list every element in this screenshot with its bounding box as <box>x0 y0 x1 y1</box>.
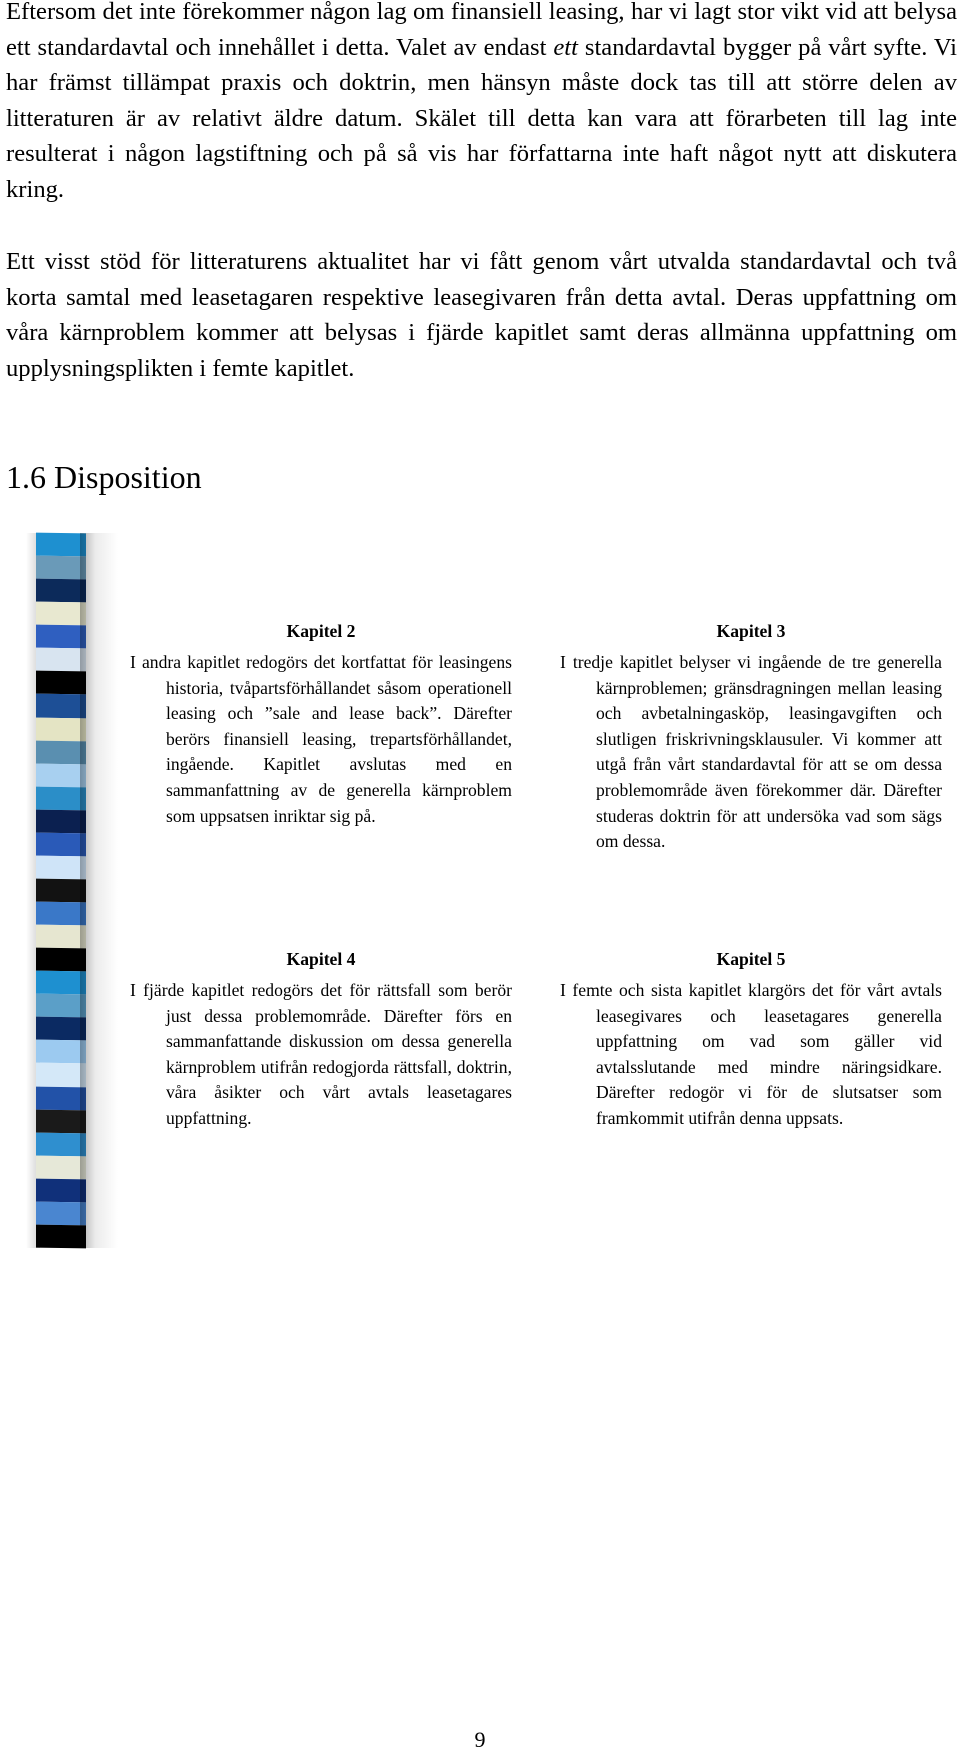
strip-segment <box>36 809 86 833</box>
strip-segment <box>36 1017 86 1041</box>
chapter-3-text: I tredje kapitlet belyser vi ingående de tre generella kärnproblemen; gränsdragningen mellan leasing och avbetalningasköp, leasingavgiften och slutligen friskrivningsklausuler. Vi kommer att utgå från vårt standardavtal för att se om dessa problemområde även förekommer där. Därefter studeras doktrin för att undersöka vad som sägs om dessa. <box>560 652 942 852</box>
strip-segment <box>36 694 86 718</box>
strip-segment <box>36 1063 86 1087</box>
strip-segment <box>36 925 86 949</box>
paragraph-1-text-b: standardavtal bygger på vårt syfte. Vi har främst tillämpat praxis och doktrin, men hänsyn måste dock tas till att större delen av litteraturen är av relativt äldre datum. Skälet till detta kan vara att förarbeten till lag inte resulterat i någon lagstiftning och på så vis har författarna inte haft något nytt att diskutera kring. <box>6 33 957 203</box>
strip-segment <box>36 533 86 557</box>
strip-segment <box>36 1109 86 1133</box>
strip-segment <box>36 602 86 626</box>
section-heading: 1.6 Disposition <box>6 459 202 495</box>
strip-segment <box>36 625 86 649</box>
strip-segment <box>36 1040 86 1064</box>
chapter-2-text: I andra kapitlet redogörs det kortfattat för leasingens historia, tvåpartsförhållandet såsom operationell leasing och ”sale and lease back”. Därefter berörs finansiell leasing, trepartsförhållandet, ingående. Kapitlet avslutas med en sammanfattning av de generella kärnproblem som uppsatsen inriktar sig på. <box>130 652 512 826</box>
chapter-block-2 <box>130 619 512 829</box>
strip-segment <box>36 763 86 787</box>
strip-segment <box>36 832 86 856</box>
chapter-3-title: Kapitel 3 <box>716 621 786 641</box>
strip-segment <box>36 994 86 1018</box>
strip-shadow <box>80 533 118 1248</box>
strip-segment <box>36 902 86 926</box>
chapter-5-title: Kapitel 5 <box>716 949 786 969</box>
strip-segment <box>36 1224 86 1248</box>
chapter-block-5 <box>560 947 942 1132</box>
page-number: 9 <box>474 1727 486 1752</box>
strip-segment <box>36 556 86 580</box>
strip-segment <box>36 717 86 741</box>
chapter-block-3 <box>560 619 942 855</box>
strip-segment <box>36 1201 86 1225</box>
chapter-4-text: I fjärde kapitlet redogörs det för rättsfall som berör just dessa problemområde. Därefter förs en sammanfattande diskussion om dessa generella kärnproblem utifrån redogjorda rättsfall, doktrin, våra åsikter och vårt avtals leasetagares uppfattning. <box>130 980 512 1128</box>
intro-paragraph-1 <box>6 0 957 208</box>
strip-segment <box>36 1155 86 1179</box>
strip-segment <box>36 948 86 972</box>
strip-segment <box>36 740 86 764</box>
chapter-2-title: Kapitel 2 <box>286 621 356 641</box>
strip-segment <box>36 579 86 603</box>
strip-segment <box>36 671 86 695</box>
paragraph-1-text-a: Eftersom det inte förekommer någon lag om finansiell leasing, har vi lagt stor vikt vid att belysa ett standardavtal och innehållet i detta. Valet av endast <box>6 0 957 61</box>
strip-segment <box>36 786 86 810</box>
chapter-4-title: Kapitel 4 <box>286 949 356 969</box>
chapter-5-text: I femte och sista kapitlet klargörs det för vårt avtals leasegivares och leasetagares generella uppfattning om vad som gäller vid avtalsslutande med mindre näringsidkare. Därefter redogör vi för de slutsatser som framkommit utifrån denna uppsats. <box>560 980 942 1128</box>
strip-segment <box>36 648 86 672</box>
strip-segment <box>36 1178 86 1202</box>
paragraph-1-italic-word: ett <box>553 33 578 61</box>
strip-segment <box>36 855 86 879</box>
decorative-color-strip <box>36 533 86 1249</box>
strip-segment <box>36 1132 86 1156</box>
intro-paragraph-2: Ett visst stöd för litteraturens aktualitet har vi fått genom vårt utvalda standardavtal och två korta samtal med leasetagaren respektive leasegivaren från detta avtal. Deras uppfattning om våra kärnproblem kommer att belysas i fjärde kapitlet samt deras allmänna uppfattning om upplysningsplikten i femte kapitlet. <box>6 248 957 382</box>
chapter-block-4 <box>130 947 512 1132</box>
strip-segment <box>36 971 86 995</box>
strip-segment <box>36 1086 86 1110</box>
strip-segment <box>36 879 86 903</box>
